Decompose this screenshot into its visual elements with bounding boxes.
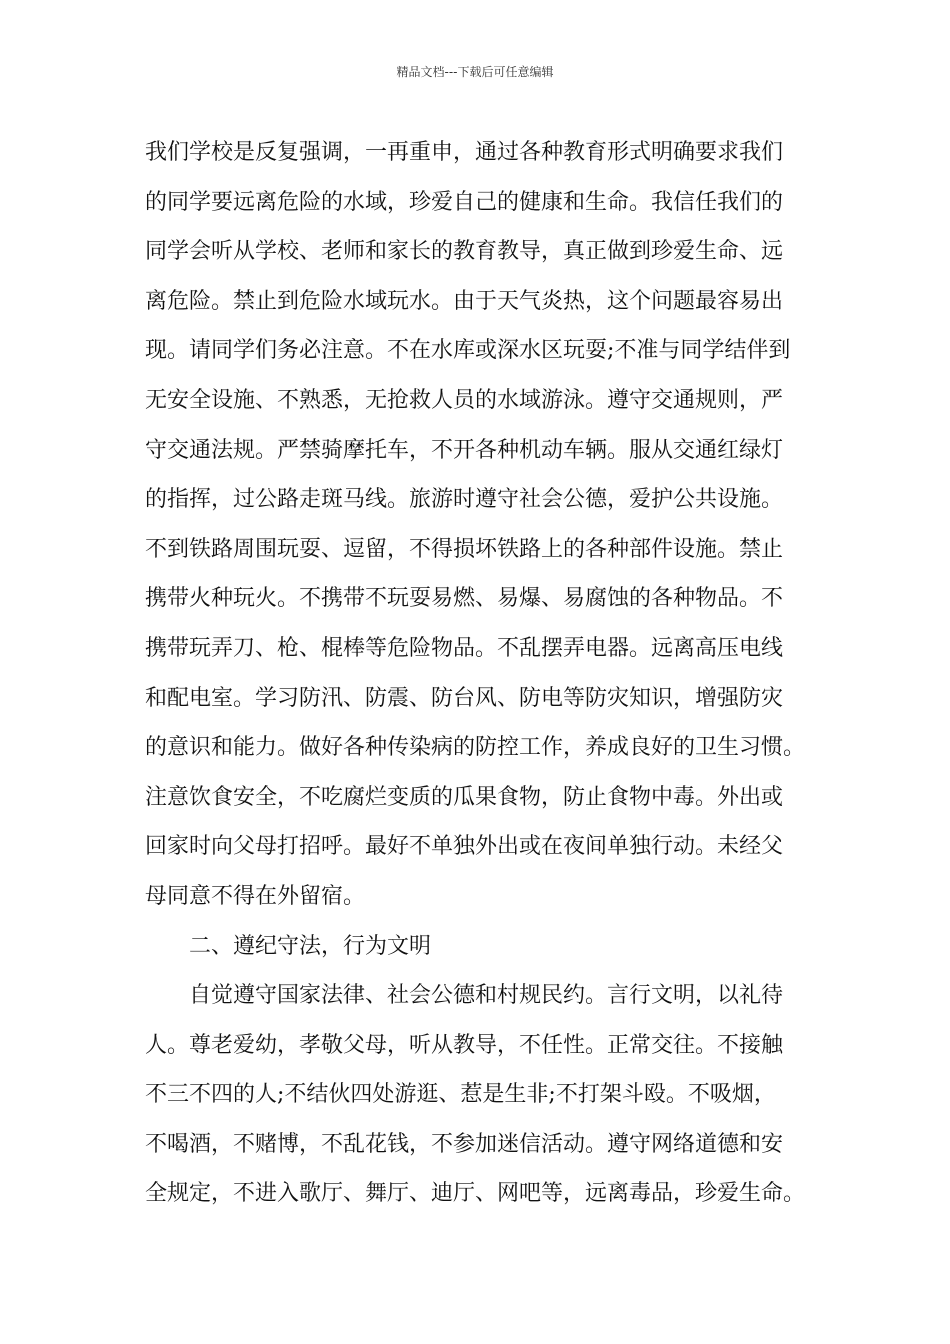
body-line: 全规定，不进入歌厅、舞厅、迪厅、网吧等，远离毒品，珍爱生命。 [145, 1181, 806, 1207]
body-line: 和配电室。学习防汛、防震、防台风、防电等防灾知识，增强防灾 [145, 685, 784, 711]
body-line: 离危险。禁止到危险水域玩水。由于天气炎热，这个问题最容易出 [145, 288, 784, 314]
section-heading: 二、遵纪守法，行为文明 [189, 933, 432, 959]
body-line: 注意饮食安全，不吃腐烂变质的瓜果食物，防止食物中毒。外出或 [145, 784, 784, 810]
page-header: 精品文档---下载后可任意编辑 [396, 65, 554, 79]
body-line: 我们学校是反复强调，一再重申，通过各种教育形式明确要求我们 [145, 140, 784, 165]
body-line: 不喝酒，不赌博，不乱花钱，不参加迷信活动。遵守网络道德和安 [145, 1131, 784, 1157]
body-line: 自觉遵守国家法律、社会公德和村规民约。言行文明，以礼待 [189, 983, 784, 1009]
body-line: 现。请同学们务必注意。不在水库或深水区玩耍;不准与同学结伴到 [145, 338, 791, 364]
body-line: 无安全设施、不熟悉，无抢救人员的水域游泳。遵守交通规则，严 [145, 387, 784, 413]
body-line: 的同学要远离危险的水域，珍爱自己的健康和生命。我信任我们的 [145, 189, 784, 215]
body-line: 携带火种玩火。不携带不玩耍易燃、易爆、易腐蚀的各种物品。不 [145, 586, 784, 612]
body-line: 回家时向父母打招呼。最好不单独外出或在夜间单独行动。未经父 [145, 834, 784, 860]
body-line: 不到铁路周围玩耍、逗留，不得损坏铁路上的各种部件设施。禁止 [145, 536, 784, 562]
body-line: 不三不四的人;不结伙四处游逛、惹是生非;不打架斗殴。不吸烟， [145, 1082, 776, 1108]
body-line: 母同意不得在外留宿。 [145, 883, 366, 909]
body-line: 的意识和能力。做好各种传染病的防控工作，养成良好的卫生习惯。 [145, 735, 806, 761]
body-line: 的指挥，过公路走斑马线。旅游时遵守社会公德，爱护公共设施。 [145, 487, 784, 513]
body-line: 同学会听从学校、老师和家长的教育教导，真正做到珍爱生命、远 [145, 239, 784, 265]
body-line: 人。尊老爱幼，孝敬父母，听从教导，不任性。正常交往。不接触 [145, 1032, 784, 1058]
body-line: 携带玩弄刀、枪、棍棒等危险物品。不乱摆弄电器。远离高压电线 [145, 635, 784, 661]
document-body [145, 128, 825, 1219]
body-line: 守交通法规。严禁骑摩托车，不开各种机动车辆。服从交通红绿灯 [145, 437, 784, 463]
